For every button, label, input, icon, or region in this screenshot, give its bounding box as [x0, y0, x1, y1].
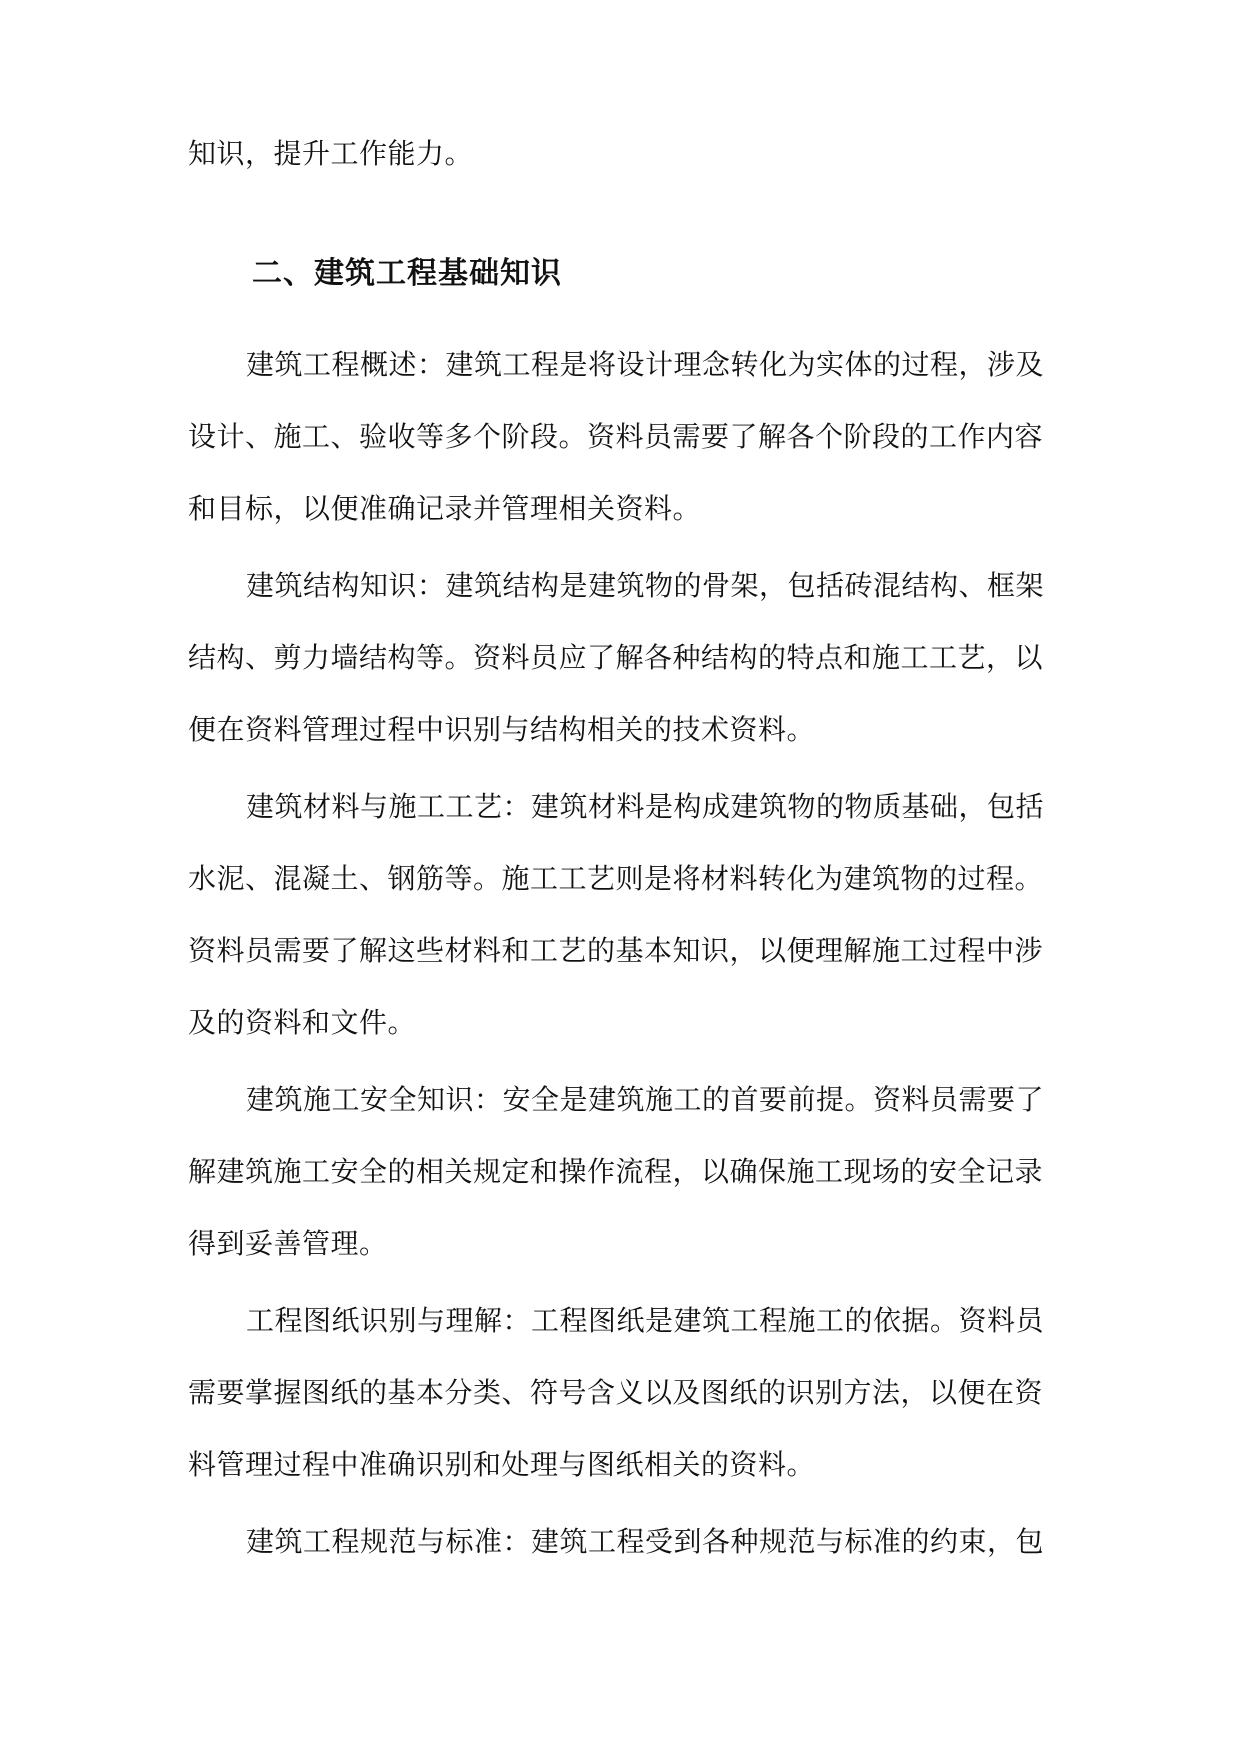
paragraph-line: 和目标，以便准确记录并管理相关资料。 [188, 492, 702, 525]
paragraph-line: 需要掌握图纸的基本分类、符号含义以及图纸的识别方法，以便在资 [188, 1376, 1044, 1409]
paragraph-line: 工程图纸识别与理解：工程图纸是建筑工程施工的依据。资料员 [246, 1304, 1045, 1337]
paragraph-line: 建筑材料与施工工艺：建筑材料是构成建筑物的物质基础，包括 [246, 790, 1045, 823]
paragraph-line: 得到妥善管理。 [188, 1227, 388, 1260]
paragraph-line: 便在资料管理过程中识别与结构相关的技术资料。 [188, 713, 816, 746]
paragraph-line: 料管理过程中准确识别和处理与图纸相关的资料。 [188, 1448, 816, 1481]
paragraph-line: 建筑工程概述：建筑工程是将设计理念转化为实体的过程，涉及 [246, 348, 1045, 381]
paragraph-line: 解建筑施工安全的相关规定和操作流程，以确保施工现场的安全记录 [188, 1155, 1044, 1188]
paragraph-line: 资料员需要了解这些材料和工艺的基本知识，以便理解施工过程中涉 [188, 934, 1044, 967]
paragraph-line: 建筑工程规范与标准：建筑工程受到各种规范与标准的约束，包 [246, 1525, 1045, 1558]
paragraph-line: 结构、剪力墙结构等。资料员应了解各种结构的特点和施工工艺，以 [188, 641, 1044, 674]
paragraph-line: 设计、施工、验收等多个阶段。资料员需要了解各个阶段的工作内容 [188, 420, 1044, 453]
paragraph-line: 知识，提升工作能力。 [188, 137, 474, 170]
paragraph-line: 及的资料和文件。 [188, 1006, 417, 1039]
section-heading: 二、建筑工程基础知识 [252, 256, 562, 291]
paragraph-line: 水泥、混凝土、钢筋等。施工工艺则是将材料转化为建筑物的过程。 [188, 862, 1044, 895]
paragraph-line: 建筑结构知识：建筑结构是建筑物的骨架，包括砖混结构、框架 [246, 569, 1045, 602]
paragraph-line: 建筑施工安全知识：安全是建筑施工的首要前提。资料员需要了 [246, 1083, 1045, 1116]
